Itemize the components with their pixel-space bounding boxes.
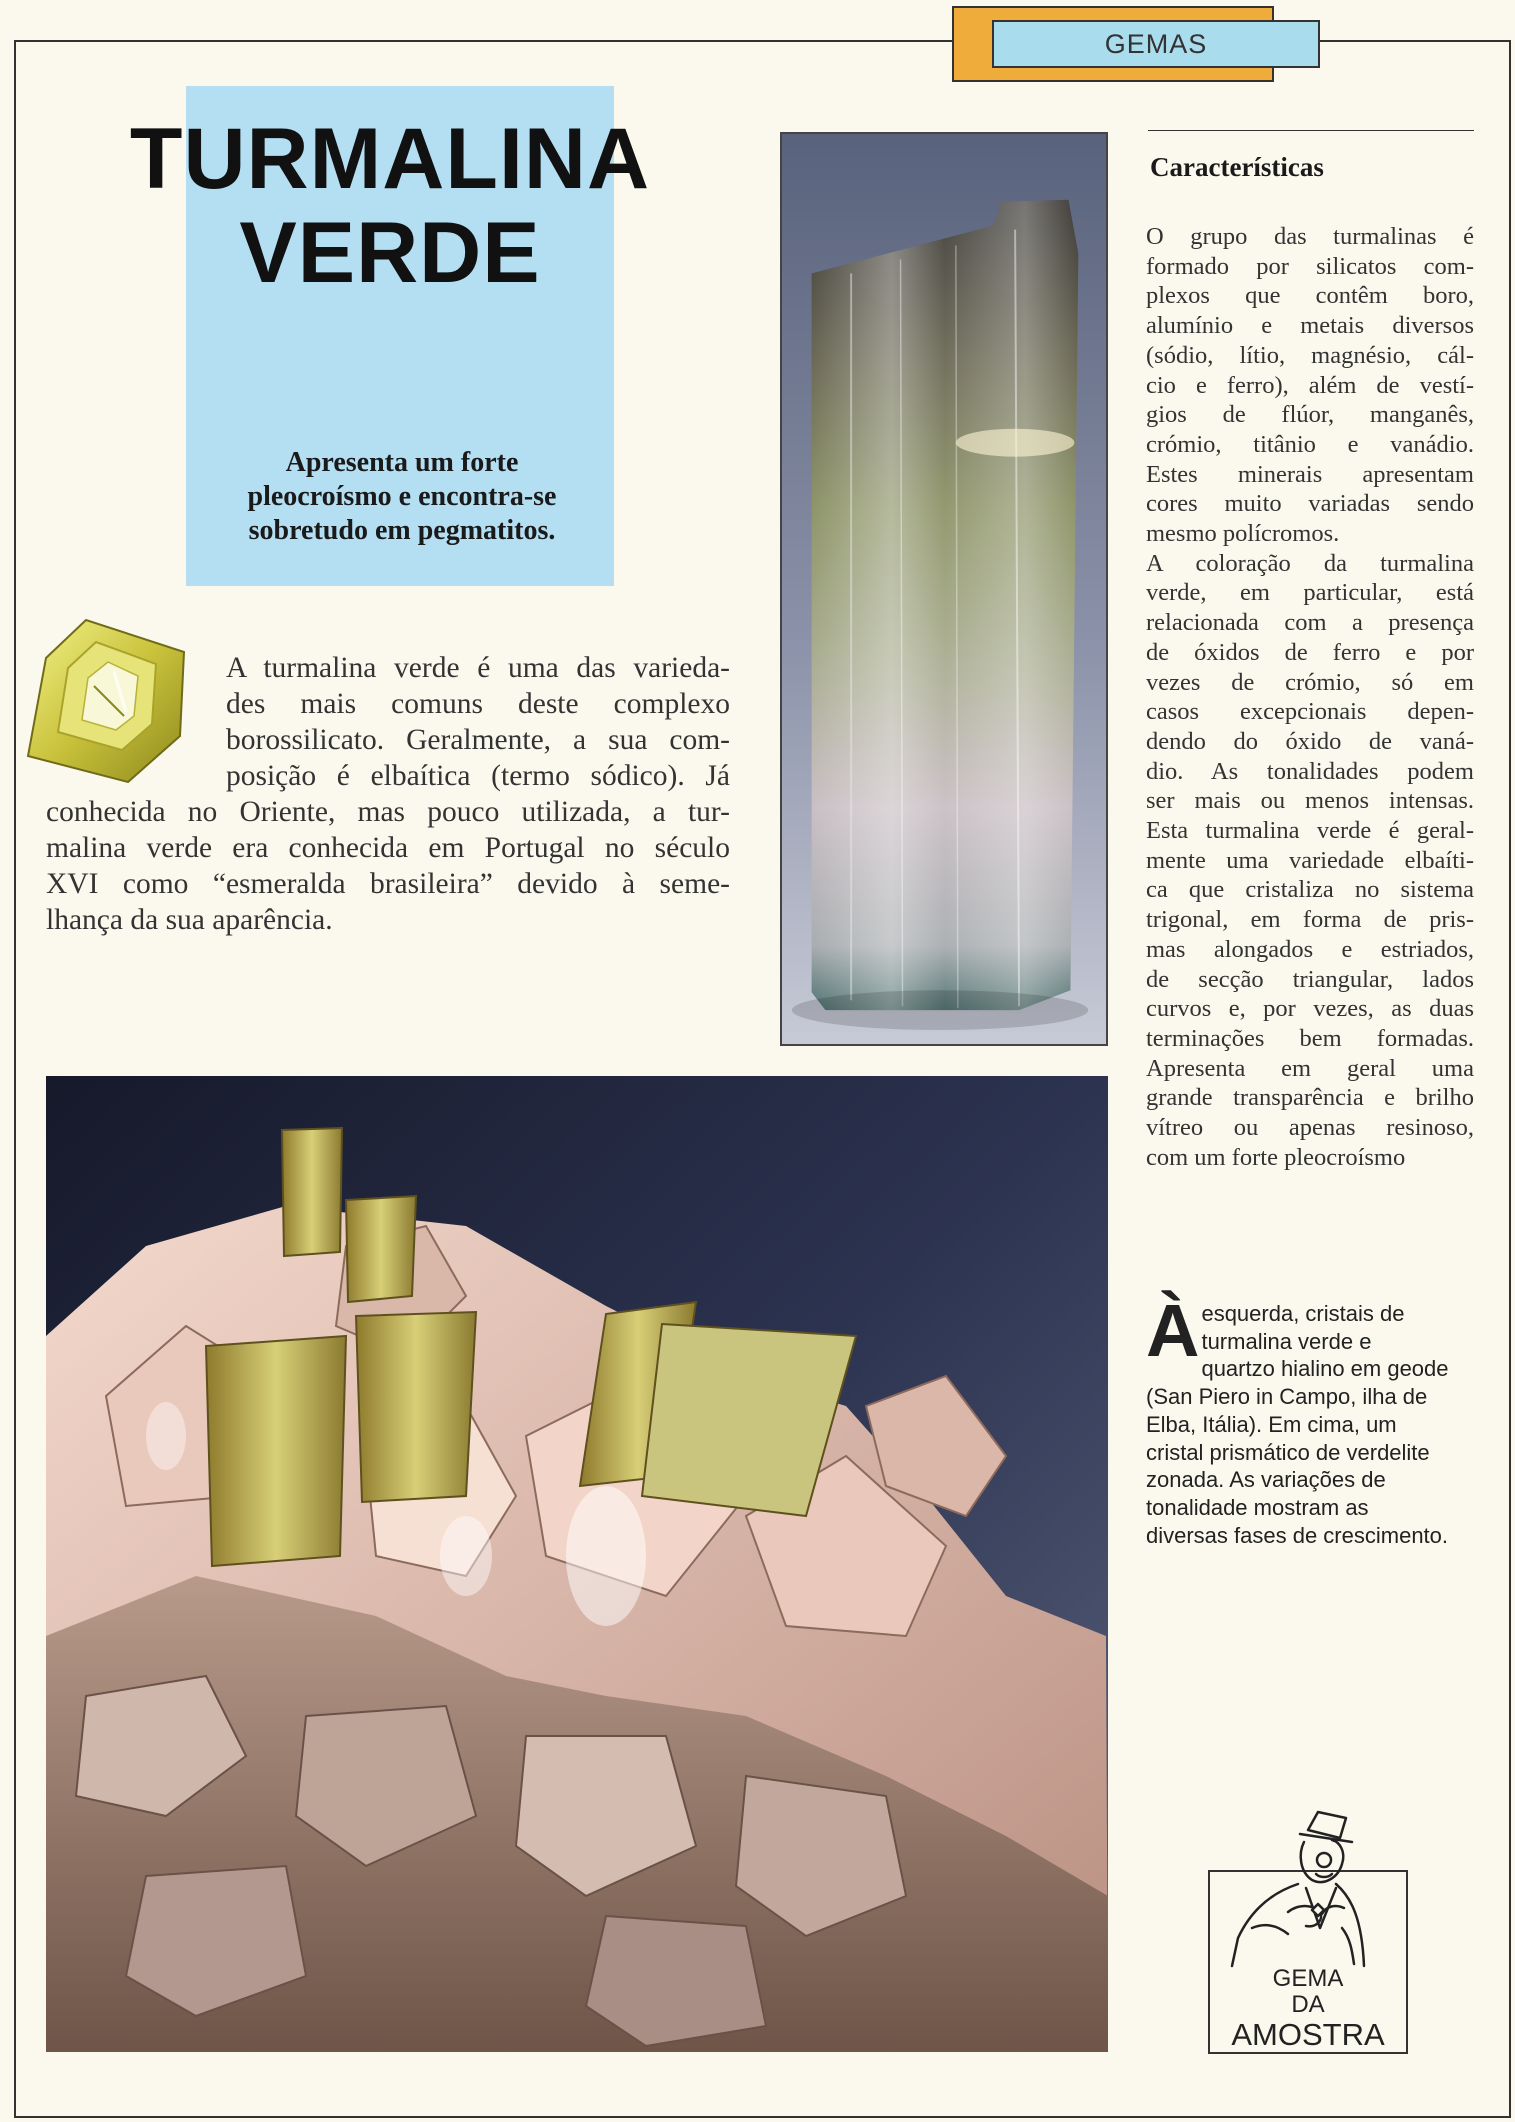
caption-dropcap: À [1146,1289,1200,1372]
characteristics-line: com um forte pleocroísmo [1146,1143,1406,1171]
characteristics-line: de secção triangular, lados [1146,965,1474,993]
characteristics-line: de óxidos de ferro e por [1146,638,1474,666]
intro-line: XVI como “esmeralda brasileira” devido à seme- [46,868,730,900]
characteristics-line: O grupo das turmalinas é [1146,223,1474,250]
caption-line: quartzo hialino em geode [1201,1356,1449,1382]
characteristics-line: (sódio, lítio, magnésio, cál- [1146,341,1474,369]
characteristics-line: Apresenta em geral uma [1146,1054,1474,1082]
column-rule [1148,130,1474,131]
tagline-line: pleocroísmo e encontra-se [247,481,557,512]
characteristics-line: ser mais ou menos intensas. [1146,787,1474,815]
characteristics-line: cio e ferro), além de vestí- [1146,371,1474,399]
caption-line: tonalidade mostram as [1146,1494,1369,1520]
gemologist-icon [1212,1808,1392,1968]
characteristics-line: vítreo ou apenas resinoso, [1146,1114,1474,1142]
page-frame-top [14,40,952,42]
section-tab-label: GEMAS [1104,28,1208,59]
photo-caption [1146,1289,1492,1549]
characteristics-line: dendo do óxido de vaná- [1146,727,1474,755]
characteristics-line: mas alongados e estriados, [1146,935,1474,963]
characteristics-line: relacionada com a presença [1146,609,1474,637]
intro-line: posição é elbaítica (termo sódico). Já [226,760,730,792]
page-frame-left [14,40,16,2118]
characteristics-line: vezes de crómio, só em [1146,668,1474,696]
page-title [80,112,700,300]
caption-line: Elba, Itália). Em cima, um [1146,1411,1397,1437]
stamp-line-3: AMOSTRA [1231,2017,1385,2052]
characteristics-line: trigonal, em forma de pris- [1146,906,1474,934]
characteristics-line: casos excepcionais depen- [1146,698,1474,726]
characteristics-text [1146,222,1474,1173]
intro-line: borossilicato. Geralmente, a sua com- [226,724,730,756]
caption-line: (San Piero in Campo, ilha de [1146,1384,1428,1410]
tagline [196,446,608,548]
intro-line: A turmalina verde é uma das varieda- [226,652,730,684]
characteristics-line: formado por silicatos com- [1146,252,1474,280]
characteristics-line: terminações bem formadas. [1146,1024,1474,1052]
title-line-2: VERDE [239,205,541,301]
characteristics-line: gios de flúor, manganês, [1146,401,1474,429]
intro-line: lhança da sua aparência. [46,904,333,936]
caption-line: zonada. As variações de [1146,1467,1386,1493]
section-tab [992,20,1320,68]
characteristics-line: crómio, titânio e vanádio. [1146,430,1474,458]
characteristics-line: verde, em particular, está [1146,579,1474,607]
intro-line: conhecida no Oriente, mas pouco utilizada, a tur- [46,796,730,828]
page-frame-bottom [14,2116,1511,2118]
characteristics-line: dio. As tonalidades podem [1146,757,1474,785]
page-frame-right [1509,40,1511,2118]
characteristics-line: plexos que contêm boro, [1146,282,1474,310]
characteristics-line: mente uma variedade elbaíti- [1146,846,1474,874]
characteristics-line: grande transparência e brilho [1146,1084,1474,1112]
characteristics-line: curvos e, por vezes, as duas [1146,995,1474,1023]
characteristics-line: mesmo polícromos. [1146,520,1340,548]
stamp-line-1: GEMA [1272,1965,1344,1992]
characteristics-line: Estes minerais apresentam [1146,460,1474,488]
caption-line: turmalina verde e [1201,1328,1372,1354]
caption-line: esquerda, cristais de [1201,1301,1405,1326]
characteristics-line: Esta turmalina verde é geral- [1146,817,1474,845]
page-frame-top-right [1318,40,1511,42]
tagline-line: Apresenta um forte [285,447,519,478]
geode-photo [46,1076,1108,2052]
tourmaline-crystal-photo [780,132,1108,1046]
characteristics-line: A coloração da turmalina [1146,549,1474,577]
characteristics-line: cores muito variadas sendo [1146,490,1474,518]
characteristics-heading: Características [1150,152,1324,182]
characteristics-line: alumínio e metais diversos [1146,312,1474,340]
caption-line: cristal prismático de verdelite [1146,1439,1430,1465]
caption-line: diversas fases de crescimento. [1146,1522,1449,1548]
tagline-line: sobretudo em pegmatitos. [248,515,556,546]
intro-line: malina verde era conhecida em Portugal no século [46,832,730,864]
stamp-line-2: DA [1291,1991,1325,2018]
intro-paragraph [46,650,730,938]
characteristics-line: ca que cristaliza no sistema [1146,876,1474,904]
title-line-1: TURMALINA [129,111,651,207]
stamp-label [1208,1966,1408,2052]
intro-line: des mais comuns deste complexo [226,688,730,720]
